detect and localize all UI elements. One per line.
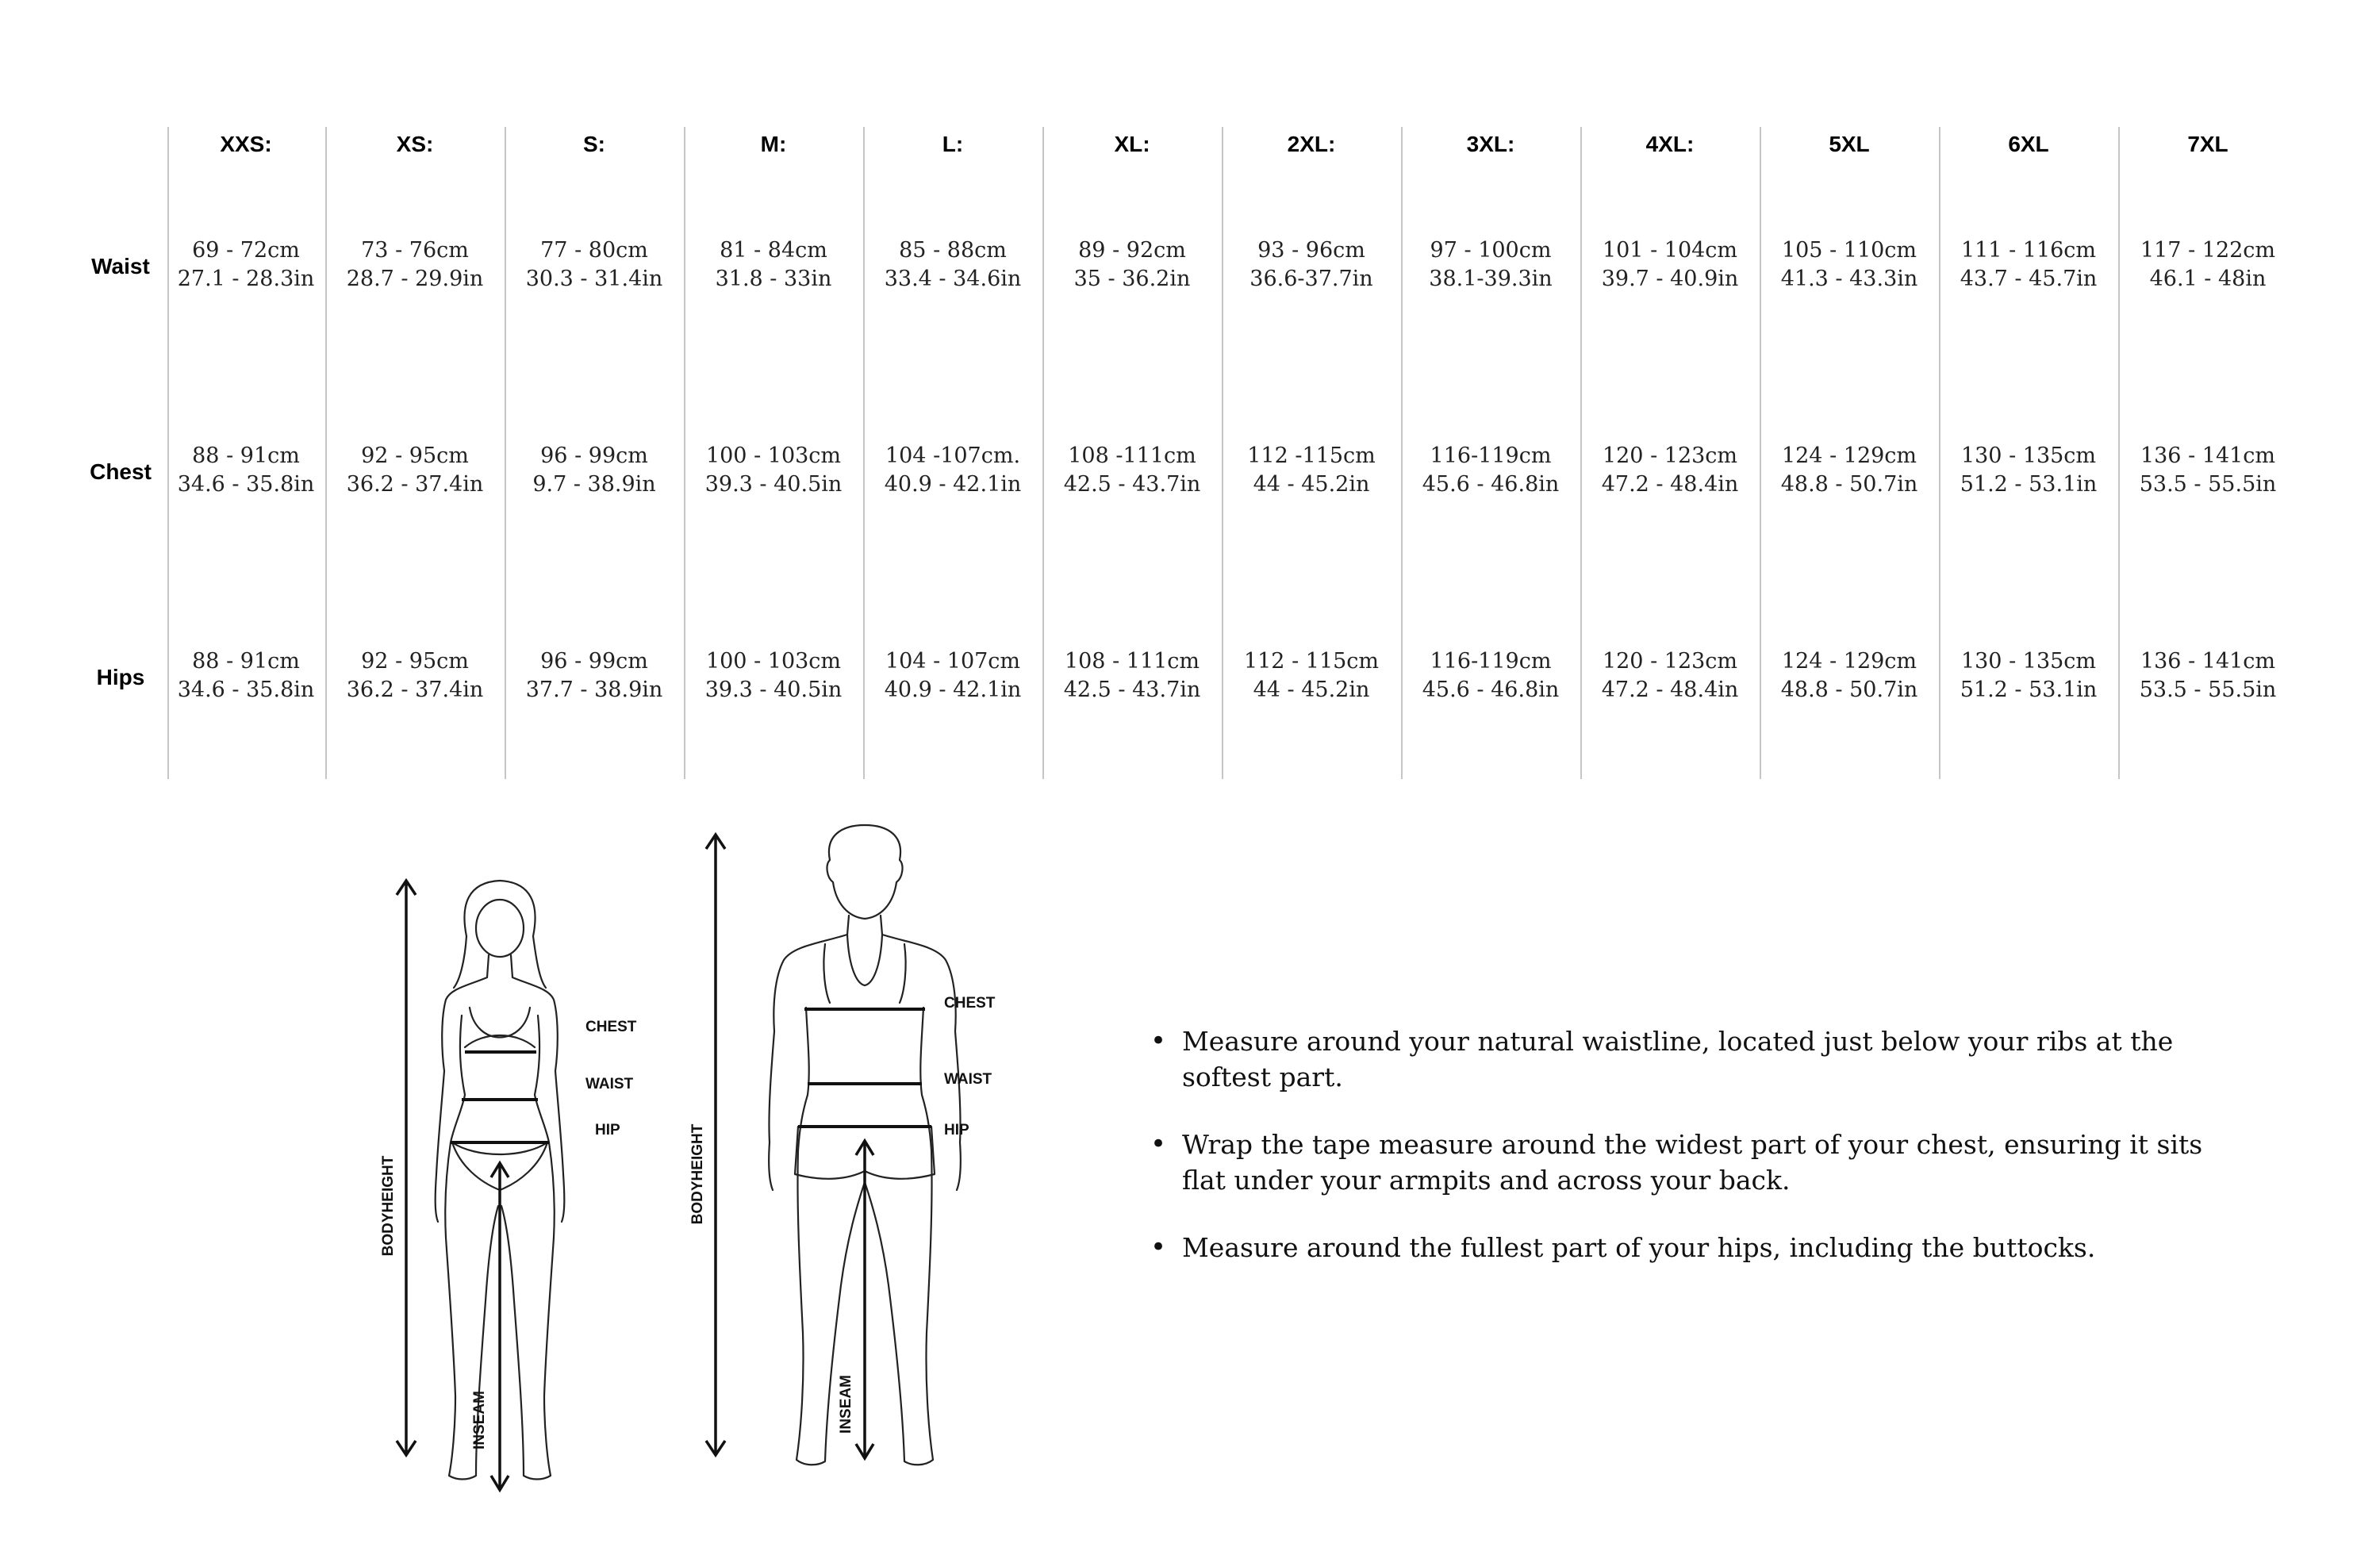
female-inseam-label: INSEAM — [471, 1391, 488, 1449]
instruction-chest: • Wrap the tape measure around the widest part of your chest, ensuring it sits flat under your armpits and across your back. — [1182, 1127, 2245, 1198]
table-cell: 105 - 110cm 41.3 - 43.3in — [1780, 238, 1918, 291]
table-cell: 92 - 95cm 36.2 - 37.4in — [346, 649, 484, 702]
size-header-7xl: 7XL — [2187, 132, 2228, 156]
female-inseam-arrow — [491, 1163, 509, 1490]
male-bodyheight-label: BODYHEIGHT — [689, 1123, 706, 1225]
table-cell: 81 - 84cm 31.8 - 33in — [715, 238, 832, 291]
table-cell: 124 - 129cm 48.8 - 50.7in — [1780, 649, 1918, 702]
male-hip-label: HIP — [944, 1122, 969, 1138]
table-cell: 88 - 91cm 34.6 - 35.8in — [177, 649, 315, 702]
table-cell: 73 - 76cm 28.7 - 29.9in — [346, 238, 484, 291]
row-label-chest: Chest — [90, 459, 152, 484]
size-header-3xl: 3XL: — [1466, 132, 1515, 156]
table-cell: 116-119cm 45.6 - 46.8in — [1422, 443, 1560, 497]
table-cell: 93 - 96cm 36.6-37.7in — [1250, 238, 1373, 291]
male-bodyheight-arrow — [706, 835, 725, 1455]
female-waist-label: WAIST — [585, 1076, 634, 1092]
table-cell: 116-119cm 45.6 - 46.8in — [1422, 649, 1560, 702]
row-label-waist: Waist — [91, 254, 150, 278]
table-cell: 130 - 135cm 51.2 - 53.1in — [1960, 443, 2098, 497]
table-cell: 104 - 107cm 40.9 - 42.1in — [884, 649, 1022, 702]
bodyheight-arrow — [397, 881, 416, 1455]
table-cell: 120 - 123cm 47.2 - 48.4in — [1601, 649, 1739, 702]
size-header-s: S: — [583, 132, 605, 156]
male-chest-label: CHEST — [944, 995, 996, 1012]
table-cell: 112 -115cm 44 - 45.2in — [1247, 443, 1376, 497]
table-cell: 136 - 141cm 53.5 - 55.5in — [2139, 443, 2277, 497]
size-header-4xl: 4XL: — [1645, 132, 1695, 156]
size-header-xxs: XXS: — [220, 132, 272, 156]
table-cell: 108 - 111cm 42.5 - 43.7in — [1063, 649, 1201, 702]
male-inseam-label: INSEAM — [838, 1375, 854, 1434]
instruction-hips: • Measure around the fullest part of your hips, including the buttocks. — [1182, 1230, 2245, 1265]
table-cell: 124 - 129cm 48.8 - 50.7in — [1780, 443, 1918, 497]
table-cell: 85 - 88cm 33.4 - 34.6in — [884, 238, 1022, 291]
table-cell: 97 - 100cm 38.1-39.3in — [1429, 238, 1553, 291]
measuring-instructions — [1150, 1023, 2245, 1297]
body-measurement-figures — [349, 809, 996, 1492]
size-header-xs: XS: — [396, 132, 434, 156]
size-header-l: L: — [942, 132, 964, 156]
table-cell: 111 - 116cm 43.7 - 45.7in — [1960, 238, 2098, 291]
table-cell: 96 - 99cm 37.7 - 38.9in — [525, 649, 663, 702]
table-cell: 117 - 122cm 46.1 - 48in — [2140, 238, 2276, 291]
table-cell: 112 - 115cm 44 - 45.2in — [1243, 649, 1380, 702]
table-cell: 88 - 91cm 34.6 - 35.8in — [177, 443, 315, 497]
female-hip-label: HIP — [595, 1122, 620, 1138]
table-cell: 100 - 103cm 39.3 - 40.5in — [704, 649, 843, 702]
table-cell: 130 - 135cm 51.2 - 53.1in — [1960, 649, 2098, 702]
table-cell: 69 - 72cm 27.1 - 28.3in — [177, 238, 315, 291]
table-cell: 108 -111cm 42.5 - 43.7in — [1063, 443, 1201, 497]
table-cell: 92 - 95cm 36.2 - 37.4in — [346, 443, 484, 497]
instruction-list — [1150, 1023, 2245, 1265]
size-header-m: M: — [760, 132, 787, 156]
table-cell: 77 - 80cm 30.3 - 31.4in — [525, 238, 663, 291]
male-waist-label: WAIST — [944, 1071, 992, 1088]
table-cell: 104 -107cm. 40.9 - 42.1in — [884, 443, 1022, 497]
size-header-2xl: 2XL: — [1287, 132, 1336, 156]
bodyheight-label: BODYHEIGHT — [380, 1155, 397, 1257]
table-cell: 101 - 104cm 39.7 - 40.9in — [1601, 238, 1739, 291]
row-label-hips: Hips — [96, 665, 145, 689]
table-cell: 100 - 103cm 39.3 - 40.5in — [704, 443, 843, 497]
table-cell: 89 - 92cm 35 - 36.2in — [1073, 238, 1191, 291]
female-chest-label: CHEST — [585, 1019, 637, 1035]
table-cell: 96 - 99cm 9.7 - 38.9in — [532, 443, 656, 497]
table-cell: 120 - 123cm 47.2 - 48.4in — [1601, 443, 1739, 497]
instruction-waist: • Measure around your natural waistline, located just below your ribs at the softest part. — [1182, 1023, 2245, 1095]
size-header-6xl: 6XL — [2008, 132, 2049, 156]
size-header-xl: XL: — [1114, 132, 1150, 156]
male-inseam-arrow — [856, 1141, 873, 1458]
size-header-5xl: 5XL — [1829, 132, 1870, 156]
female-figure — [380, 881, 637, 1490]
male-figure — [689, 825, 996, 1465]
table-cell: 136 - 141cm 53.5 - 55.5in — [2139, 649, 2277, 702]
